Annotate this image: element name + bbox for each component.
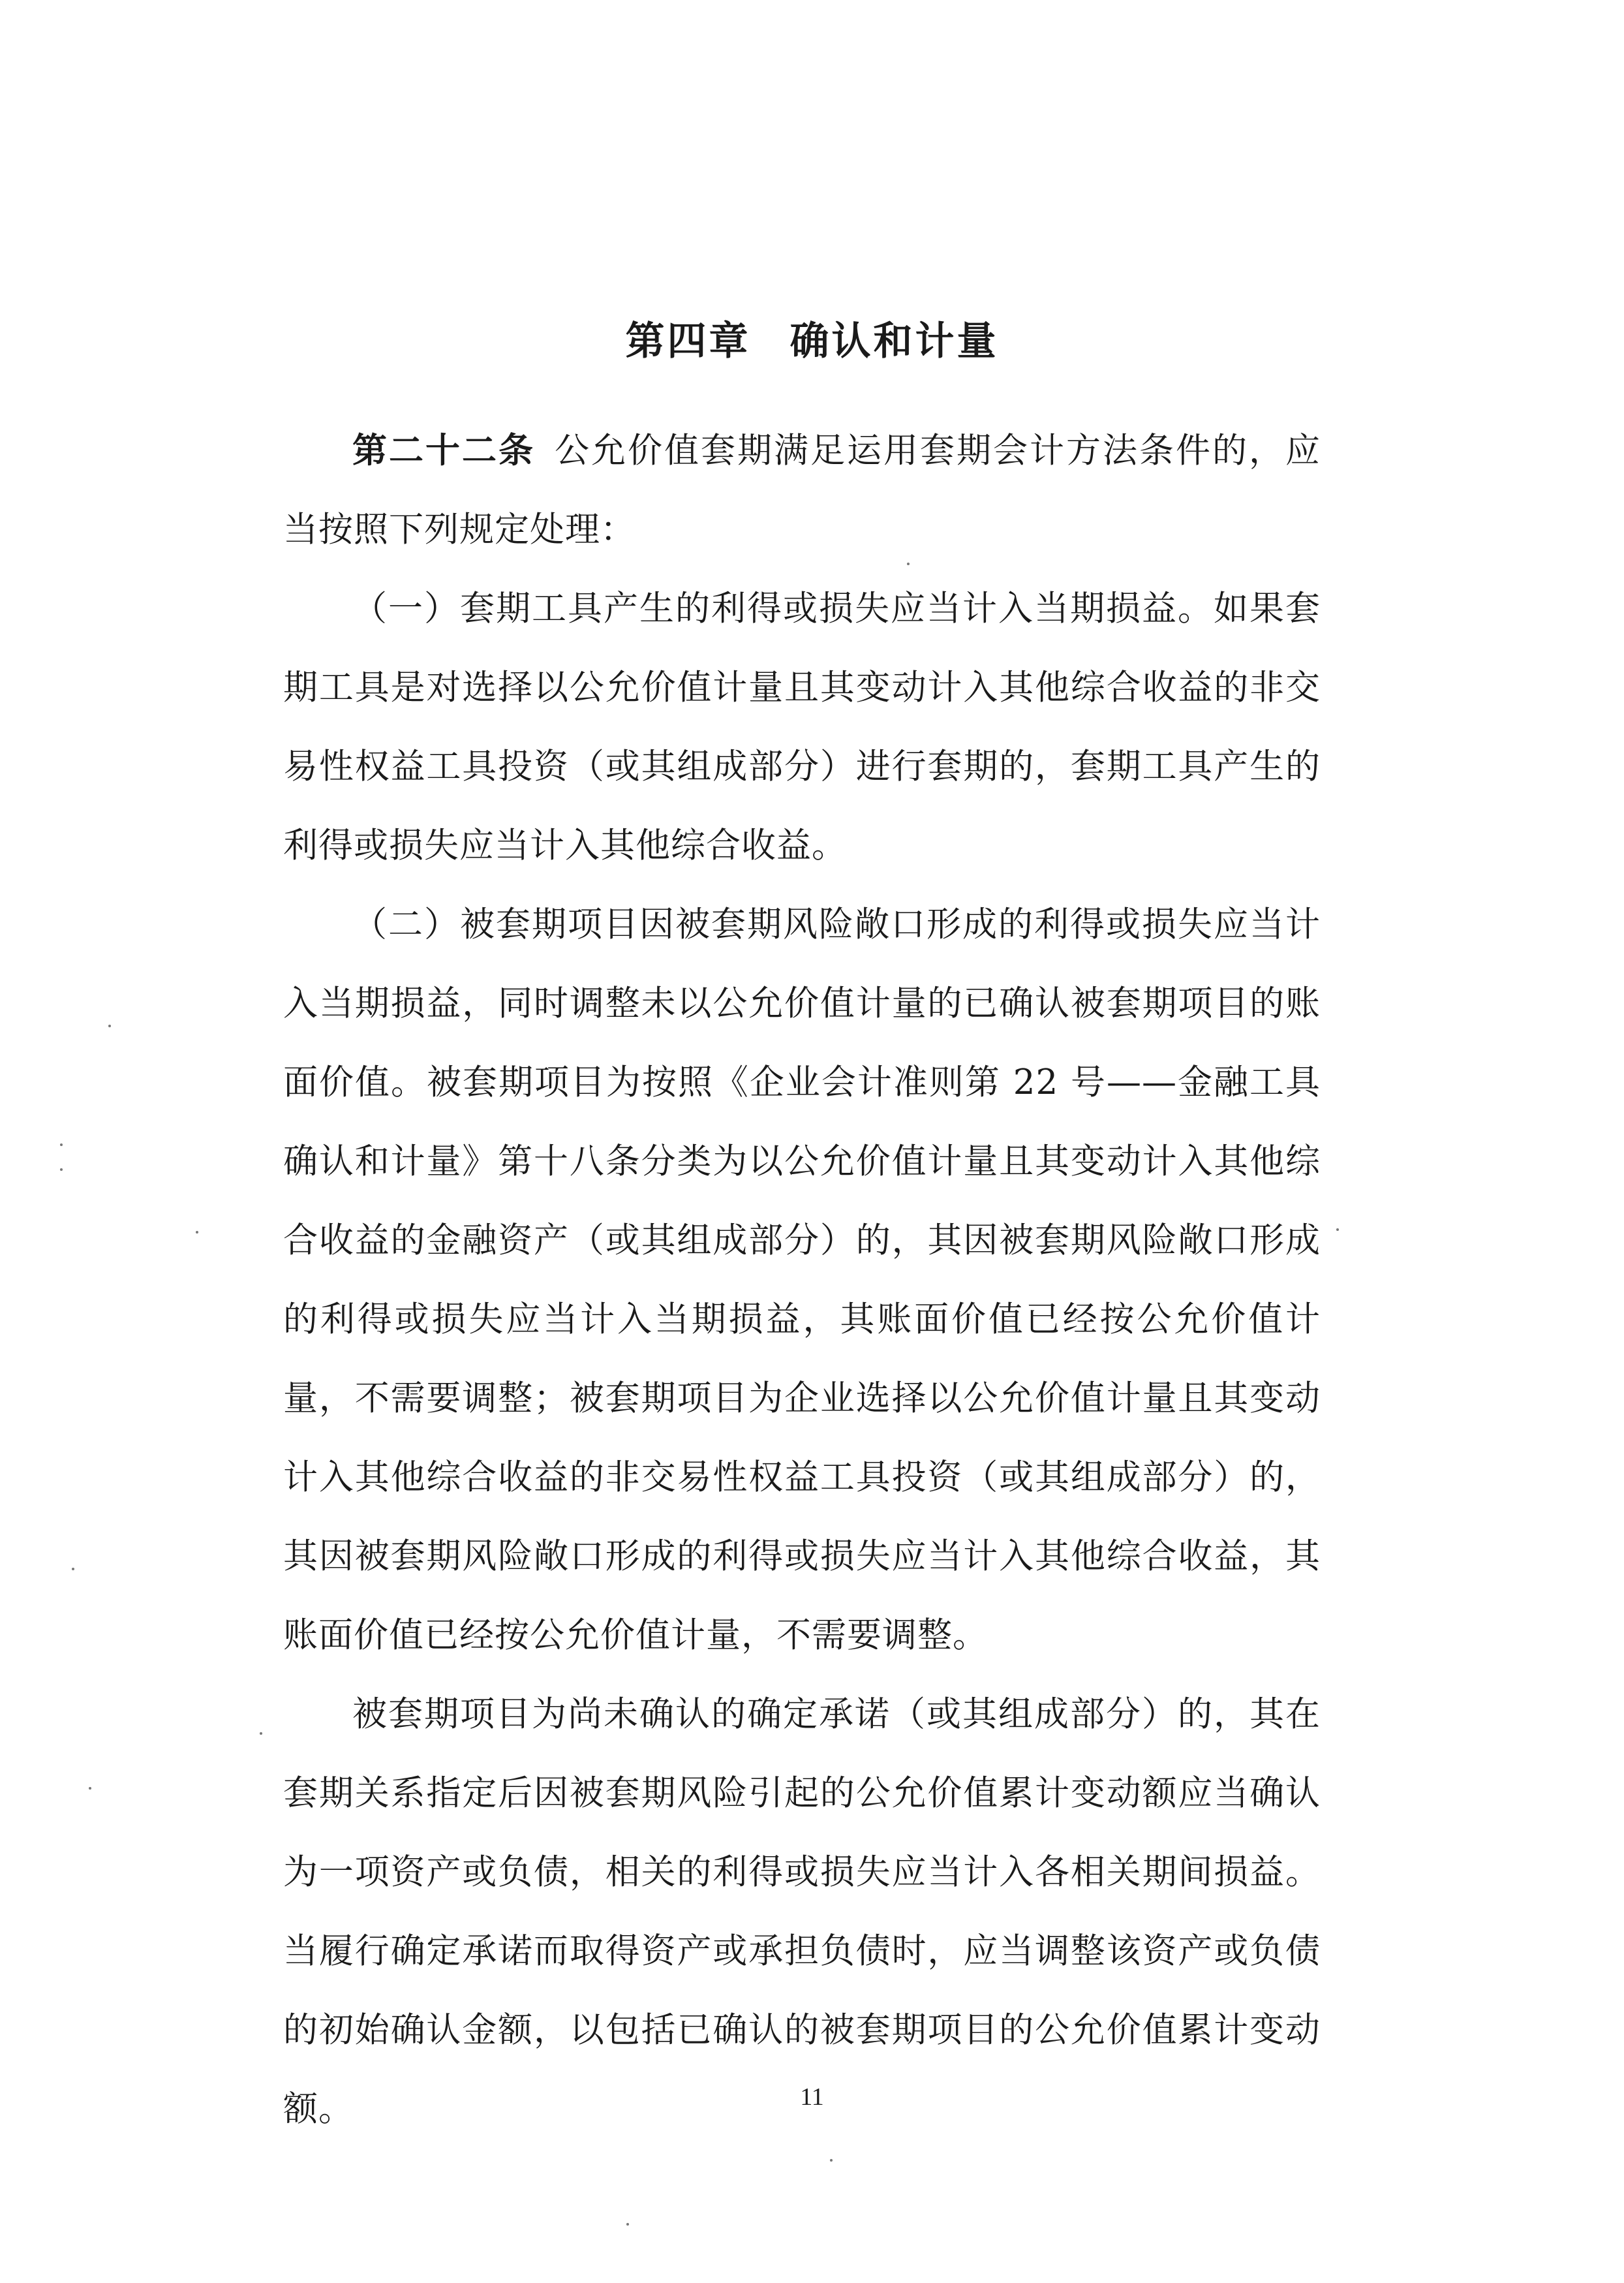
scan-speck — [1336, 1228, 1339, 1231]
scan-speck — [89, 1787, 91, 1790]
article-intro: 公允价值套期满足运用套期会计方法条件的，应当按照下列规定处理： — [283, 431, 1321, 550]
article-label: 第二十二条 — [352, 431, 535, 471]
scan-speck — [626, 2223, 629, 2226]
scan-speck — [60, 1143, 63, 1146]
scan-speck — [260, 1732, 262, 1735]
chapter-title — [0, 305, 1624, 377]
paragraph-item-1: （一）套期工具产生的利得或损失应当计入当期损益。如果套期工具是对选择以公允价值计量且其变动计入其他综合收益的非交易性权益工具投资（或其组成部分）进行套期的，套期工具产生的利得或损失应当计入其他综合收益。 — [283, 589, 1321, 865]
paragraph-firm-commitment: 被套期项目为尚未确认的确定承诺（或其组成部分）的，其在套期关系指定后因被套期风险引起的公允价值累计变动额应当确认为一项资产或负债，相关的利得或损失应当计入各相关期间损益。当履行确定承诺而取得资产或承担负债时，应当调整该资产或负债的初始确认金额，以包括已确认的被套期项目的公允价值累计变动额。 — [283, 1694, 1321, 2129]
chapter-number: 第四章 — [625, 318, 751, 364]
scan-speck — [108, 1025, 111, 1027]
page-number: 11 — [800, 2083, 824, 2111]
body-text — [283, 411, 1321, 2149]
scan-speck — [830, 2159, 833, 2162]
paragraph-item-2: （二）被套期项目因被套期风险敞口形成的利得或损失应当计入当期损益，同时调整未以公允价值计量的已确认被套期项目的账面价值。被套期项目为按照《企业会计准则第 22 号——金融工具确认和计量》第十八条分类为以公允价值计量且其变动计入其他综合收益的金融资产（或其组成部分）的，其因被套期风险敞口形成的利得或损失应当计入当期损益，其账面价值已经按公允价值计量，不需要调整；被套期项目为企业选择以公允价值计量且其变动计入其他综合收益的非交易性权益工具投资（或其组成部分）的，其因被套期风险敞口形成的利得或损失应当计入其他综合收益，其账面价值已经按公允价值计量，不需要调整。 — [283, 905, 1321, 1655]
chapter-name: 确认和计量 — [789, 318, 999, 364]
scan-speck — [60, 1168, 63, 1171]
article-paragraph — [283, 411, 1321, 569]
scan-speck — [907, 563, 910, 565]
scan-speck — [196, 1231, 198, 1234]
scan-speck — [72, 1568, 74, 1570]
